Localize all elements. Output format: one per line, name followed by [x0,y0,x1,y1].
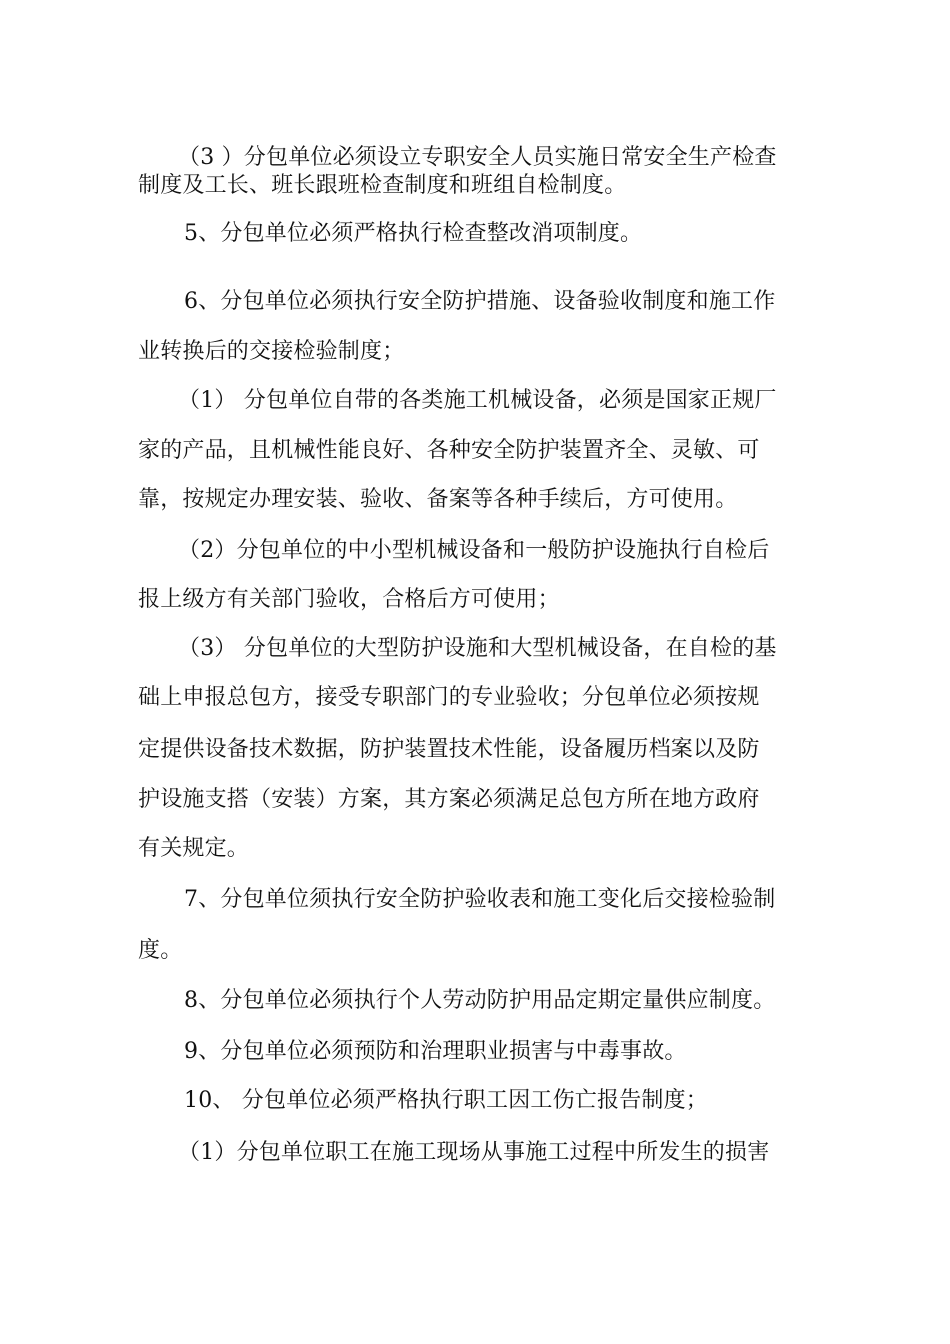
text-line: 10、 分包单位必须严格执行职工因工伤亡报告制度； [184,1088,708,1113]
text-line: 护设施支搭（安装）方案，其方案必须满足总包方所在地方政府 [138,787,760,812]
text-line: 7、分包单位须执行安全防护验收表和施工变化后交接检验制 [184,887,776,912]
text-line: （3 ）分包单位必须设立专职安全人员实施日常安全生产检查 [178,145,777,170]
text-line: 家的产品，且机械性能良好、各种安全防护装置齐全、灵敏、可 [138,438,760,463]
text-line: 定提供设备技术数据，防护装置技术性能，设备履历档案以及防 [138,737,760,762]
text-line: 9、分包单位必须预防和治理职业损害与中毒事故。 [184,1039,687,1064]
text-line: （3） 分包单位的大型防护设施和大型机械设备，在自检的基 [178,636,777,661]
text-line: 业转换后的交接检验制度； [138,339,405,364]
text-line: （1） 分包单位自带的各类施工机械设备，必须是国家正规厂 [178,388,777,413]
text-line: 靠，按规定办理安装、验收、备案等各种手续后，方可使用。 [138,487,738,512]
text-line: 6、分包单位必须执行安全防护措施、设备验收制度和施工作 [184,289,776,314]
text-line: 制度及工长、班长跟班检查制度和班组自检制度。 [138,173,627,198]
text-line: （1）分包单位职工在施工现场从事施工过程中所发生的损害 [178,1140,770,1165]
text-line: 5、分包单位必须严格执行检查整改消项制度。 [184,221,643,246]
text-line: 8、分包单位必须执行个人劳动防护用品定期定量供应制度。 [184,988,776,1013]
text-line: （2）分包单位的中小型机械设备和一般防护设施执行自检后 [178,538,770,563]
text-line: 础上申报总包方，接受专职部门的专业验收；分包单位必须按规 [138,685,760,710]
text-line: 报上级方有关部门验收，合格后方可使用； [138,587,560,612]
text-line: 有关规定。 [138,836,250,861]
text-line: 度。 [138,938,183,963]
